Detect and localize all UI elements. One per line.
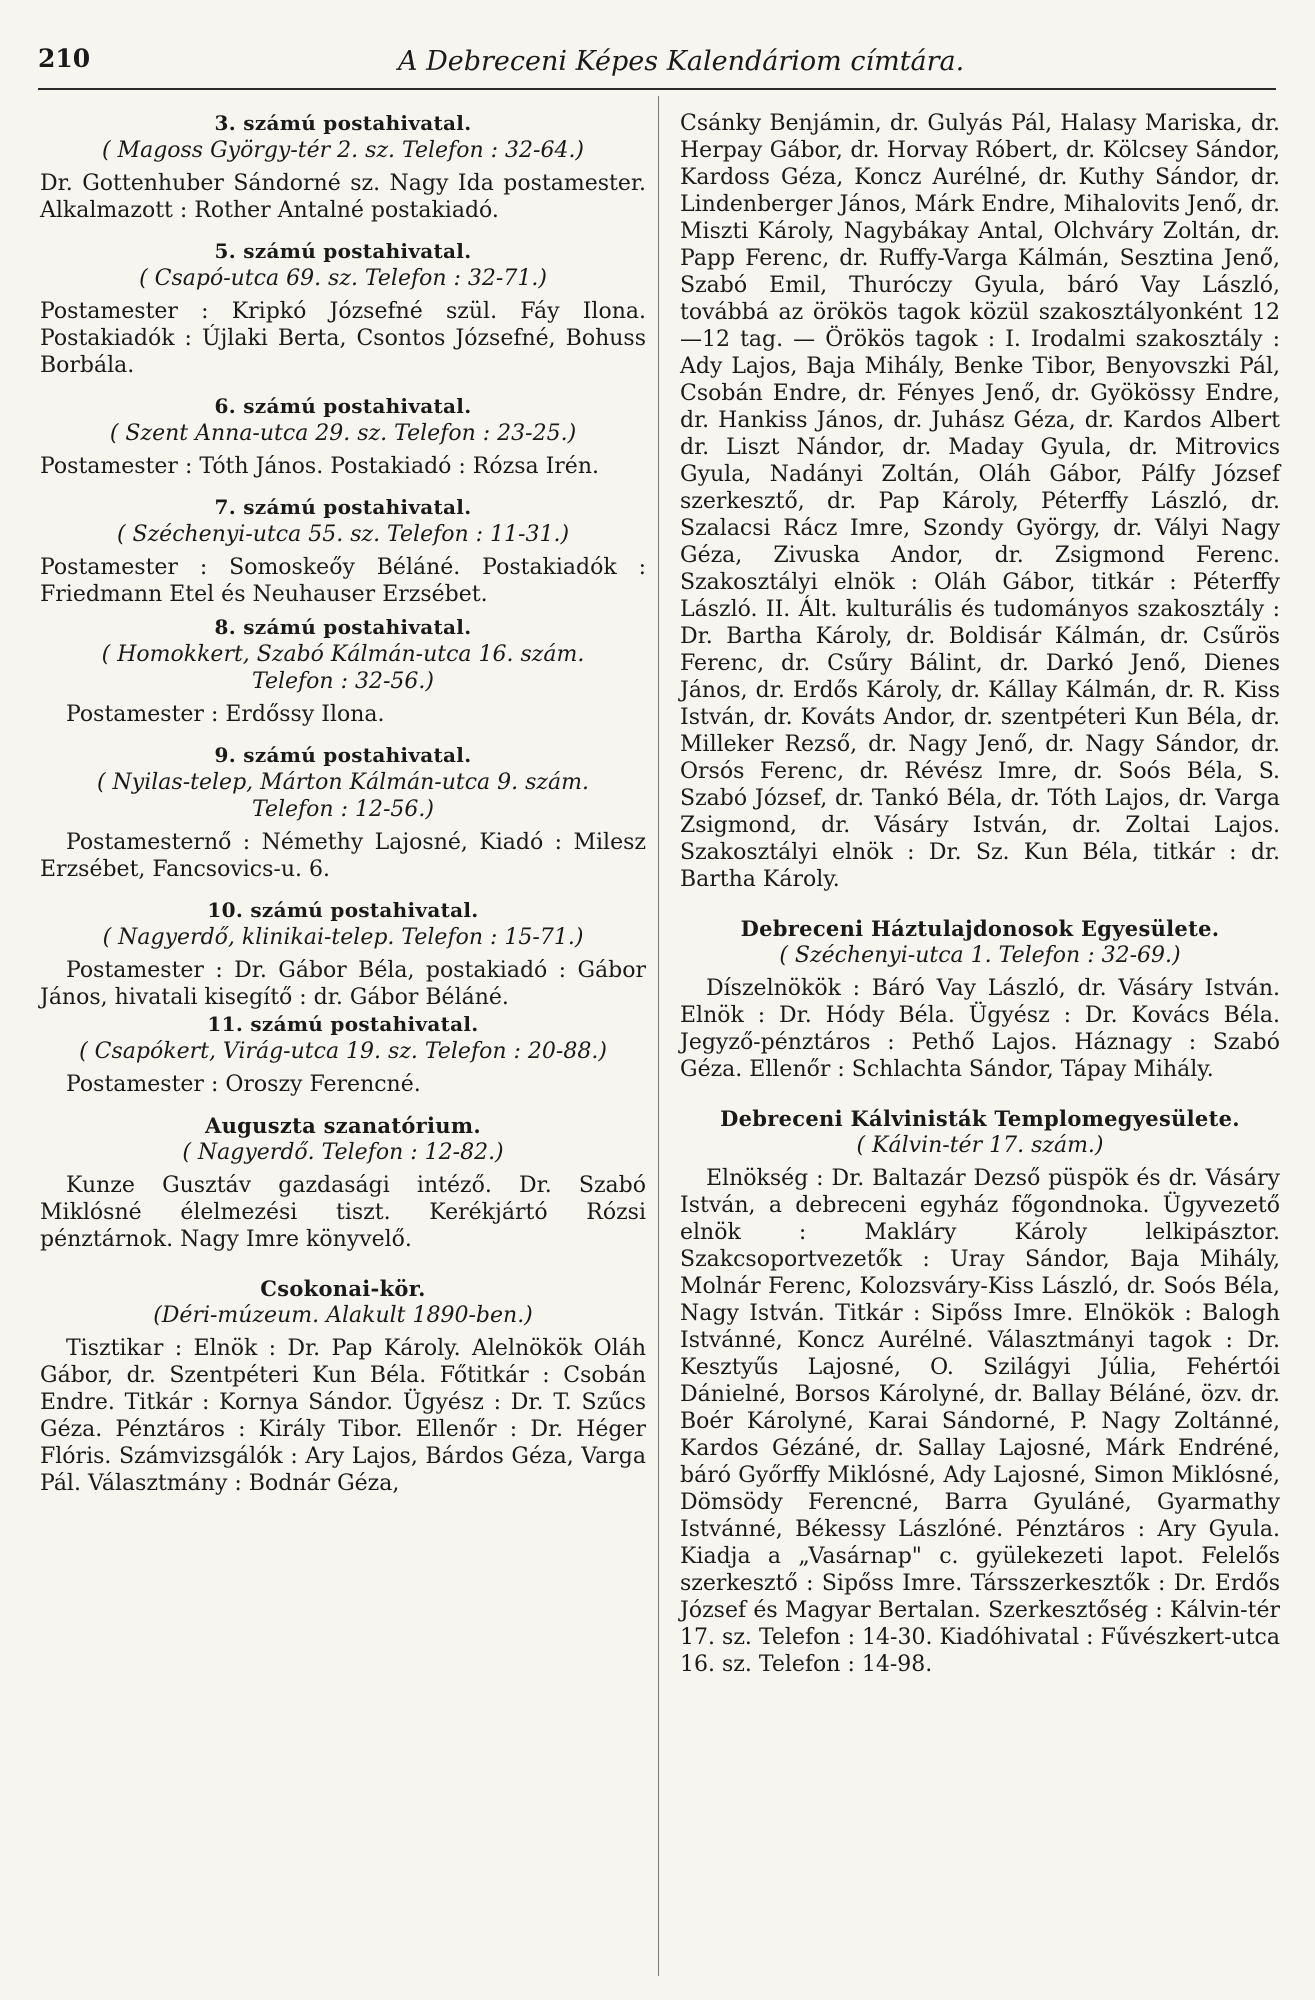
section-address: ( Magoss György-tér 2. sz. Telefon : 32-64.): [101, 138, 585, 163]
page-header: [38, 44, 1273, 86]
section-address: (Déri-múzeum. Alakult 1890-ben.): [153, 1303, 533, 1328]
section-text: Tisztikar : Elnök : Dr. Pap Károly. Alelnökök Oláh Gábor, dr. Szentpéteri Kun Béla. Főtitkár : Csobán Endre. Titkár : Kornya Sándor. Ügyész : Dr. T. Szűcs Géza. Pénztáros : Király Tibor. Ellenőr : Dr. Héger Flóris. Számvizsgálók : Ary Lajos, Bárdos Géza, Varga Pál. Választmány : Bodnár Géza,: [40, 1336, 646, 1496]
section-title: 10. számú postahivatal.: [207, 898, 479, 922]
section-address: ( Nagyerdő, klinikai-telep. Telefon : 15-71.): [102, 925, 584, 950]
section-address: ( Szent Anna-utca 29. sz. Telefon : 23-25.): [109, 421, 577, 446]
right-column: [680, 110, 1280, 1678]
section-address: ( Nyilas-telep, Márton Kálmán-utca 9. szám.: [96, 770, 589, 795]
section-title: 11. számú postahivatal.: [207, 1012, 479, 1036]
section-title: 7. számú postahivatal.: [214, 495, 472, 519]
section-text: Postamester : Kripkó Józsefné szül. Fáy Ilona. Postakiadók : Újlaki Berta, Csontos Józsefné, Bohuss Borbála.: [40, 299, 646, 378]
column-divider: [658, 96, 659, 1976]
running-title: A Debreceni Képes Kalendáriom címtára.: [398, 46, 965, 77]
section-text: Postamester : Oroszy Ferencné.: [66, 1072, 421, 1097]
left-column: [40, 110, 646, 1497]
section-title: 9. számú postahivatal.: [214, 743, 472, 767]
header-rule: [38, 88, 1276, 90]
section-title: Csokonai-kör.: [260, 1276, 426, 1301]
section-address: Telefon : 32-56.): [252, 669, 434, 694]
page-number: 210: [38, 44, 91, 73]
section-title: Auguszta szanatórium.: [205, 1113, 481, 1138]
section-address: ( Széchenyi-utca 1. Telefon : 32-69.): [779, 943, 1181, 968]
section-title: 5. számú postahivatal.: [214, 239, 472, 263]
section-address: ( Homokkert, Szabó Kálmán-utca 16. szám.: [101, 642, 585, 667]
section-title: 3. számú postahivatal.: [214, 111, 472, 135]
section-title: Debreceni Háztulajdonosok Egyesülete.: [740, 916, 1220, 941]
section-text: Elnökség : Dr. Baltazár Dezső püspök és dr. Vásáry István, a debreceni egyház főgondnoka. Ügyvezető elnök : Makláry Károly lelkipásztor. Szakcsoportvezetők : Uray Sándor, Baja Mihály, Molnár Ferenc, Kolozsváry-Kiss László, dr. Soós Béla, Nagy István. Titkár : Sipőss Imre. Elnökök : Balogh Istvánné, Koncz Aurélné. Választmányi tagok : Dr. Kesztyűs Lajosné, O. Szilágyi Júlia, Fehértói Dánielné, Borsos Károlyné, dr. Ballay Béláné, özv. dr. Boér Károlyné, Karai Sándorné, P. Nagy Zoltánné, Kardos Gézáné, dr. Sallay Lajosné, Márk Endréné, báró Győrffy Miklósné, Ady Lajosné, Simon Miklósné, Dömsödy Ferencné, Barra Gyuláné, Gyarmathy Istvánné, Békessy Lászlóné. Pénztáros : Ary Gyula. Kiadja a „Vasárnap" c. gyülekezeti lapot. Felelős szerkesztő : Sipőss Imre. Társszerkesztők : Dr. Erdős József és Magyar Bertalan. Szerkesztőség : Kálvin-tér 17. sz. Telefon : 14-30. Kiadóhivatal : Fűvészkert-utca 16. sz. Telefon : 14-98.: [680, 1166, 1280, 1677]
section-address: ( Kálvin-tér 17. szám.): [856, 1133, 1104, 1158]
section-address: Telefon : 12-56.): [252, 797, 434, 822]
section-text: Postamester : Erdőssy Ilona.: [66, 702, 385, 727]
section-text: Kunze Gusztáv gazdasági intéző. Dr. Szabó Miklósné élelmezési tiszt. Kerékjártó Rózsi pénztárnok. Nagy Imre könyvelő.: [40, 1173, 646, 1252]
section-title: 8. számú postahivatal.: [214, 615, 472, 639]
section-text: Postamester : Somoskeőy Béláné. Postakiadók : Friedmann Etel és Neuhauser Erzsébet.: [40, 555, 646, 607]
section-text: Díszelnökök : Báró Vay László, dr. Vásáry István. Elnök : Dr. Hódy Béla. Ügyész : Dr. Kovács Béla. Jegyző-pénztáros : Pethő Lajos. Háznagy : Szabó Géza. Ellenőr : Schlachta Sándor, Tápay Mihály.: [680, 976, 1280, 1082]
section-text: Postamesternő : Némethy Lajosné, Kiadó : Milesz Erzsébet, Fancsovics-u. 6.: [40, 830, 646, 882]
section-address: ( Széchenyi-utca 55. sz. Telefon : 11-31.): [116, 522, 570, 547]
section-address: ( Csapókert, Virág-utca 19. sz. Telefon : 20-88.): [79, 1039, 607, 1064]
section-address: ( Nagyerdő. Telefon : 12-82.): [182, 1140, 504, 1165]
section-text: Dr. Gottenhuber Sándorné sz. Nagy Ida postamester. Alkalmazott : Rother Antalné postakiadó.: [40, 171, 646, 223]
section-text: Csánky Benjámin, dr. Gulyás Pál, Halasy Mariska, dr. Herpay Gábor, dr. Horvay Róbert, dr. Kölcsey Sándor, Kardoss Géza, Koncz Aurélné, dr. Kuthy Sándor, dr. Lindenberger János, Márk Endre, Mihalovits Jenő, dr. Miszti Károly, Nagybákay Antal, Olchváry Zoltán, dr. Papp Ferenc, dr. Ruffy-Varga Kálmán, Sesztina Jenő, Szabó Emil, Thuróczy Gyula, báró Vay László, továbbá az örökös tagok közül szakosztályonként 12—12 tag. — Örökös tagok : I. Irodalmi szakosztály : Ady Lajos, Baja Mihály, Benke Tibor, Benyovszki Pál, Csobán Endre, dr. Fényes Jenő, dr. Gyökössy Endre, dr. Hankiss János, dr. Juhász Géza, dr. Kardos Albert dr. Liszt Nándor, dr. Maday Gyula, dr. Mitrovics Gyula, Nadányi Zoltán, Oláh Gábor, Pálfy József szerkesztő, dr. Pap Károly, Péterffy László, dr. Szalacsi Rácz Imre, Szondy György, dr. Vályi Nagy Géza, Zivuska Andor, dr. Zsigmond Ferenc. Szakosztályi elnök : Oláh Gábor, titkár : Péterffy László. II. Ált. kulturális és tudományos szakosztály : Dr. Bartha Károly, dr. Boldisár Kálmán, dr. Csűrös Ferenc, dr. Csűry Bálint, dr. Darkó Jenő, Dienes János, dr. Erdős Károly, dr. Kállay Kálmán, dr. R. Kiss István, dr. Kováts Andor, dr. szentpéteri Kun Béla, dr. Milleker Rezső, dr. Nagy Jenő, dr. Nagy Sándor, dr. Orsós Ferenc, dr. Révész Imre, dr. Soós Béla, S. Szabó József, dr. Tankó Béla, dr. Tóth Lajos, dr. Varga Zsigmond, dr. Vásáry István, dr. Zoltai Lajos. Szakosztályi elnök : Dr. Sz. Kun Béla, titkár : dr. Bartha Károly.: [680, 111, 1280, 892]
section-text: Postamester : Dr. Gábor Béla, postakiadó : Gábor János, hivatali kisegítő : dr. Gábor Béláné.: [40, 958, 646, 1010]
section-title: 6. számú postahivatal.: [214, 394, 472, 418]
section-title: Debreceni Kálvinisták Templomegyesülete.: [720, 1106, 1240, 1131]
section-address: ( Csapó-utca 69. sz. Telefon : 32-71.): [139, 266, 547, 291]
section-text: Postamester : Tóth János. Postakiadó : Rózsa Irén.: [40, 454, 599, 479]
